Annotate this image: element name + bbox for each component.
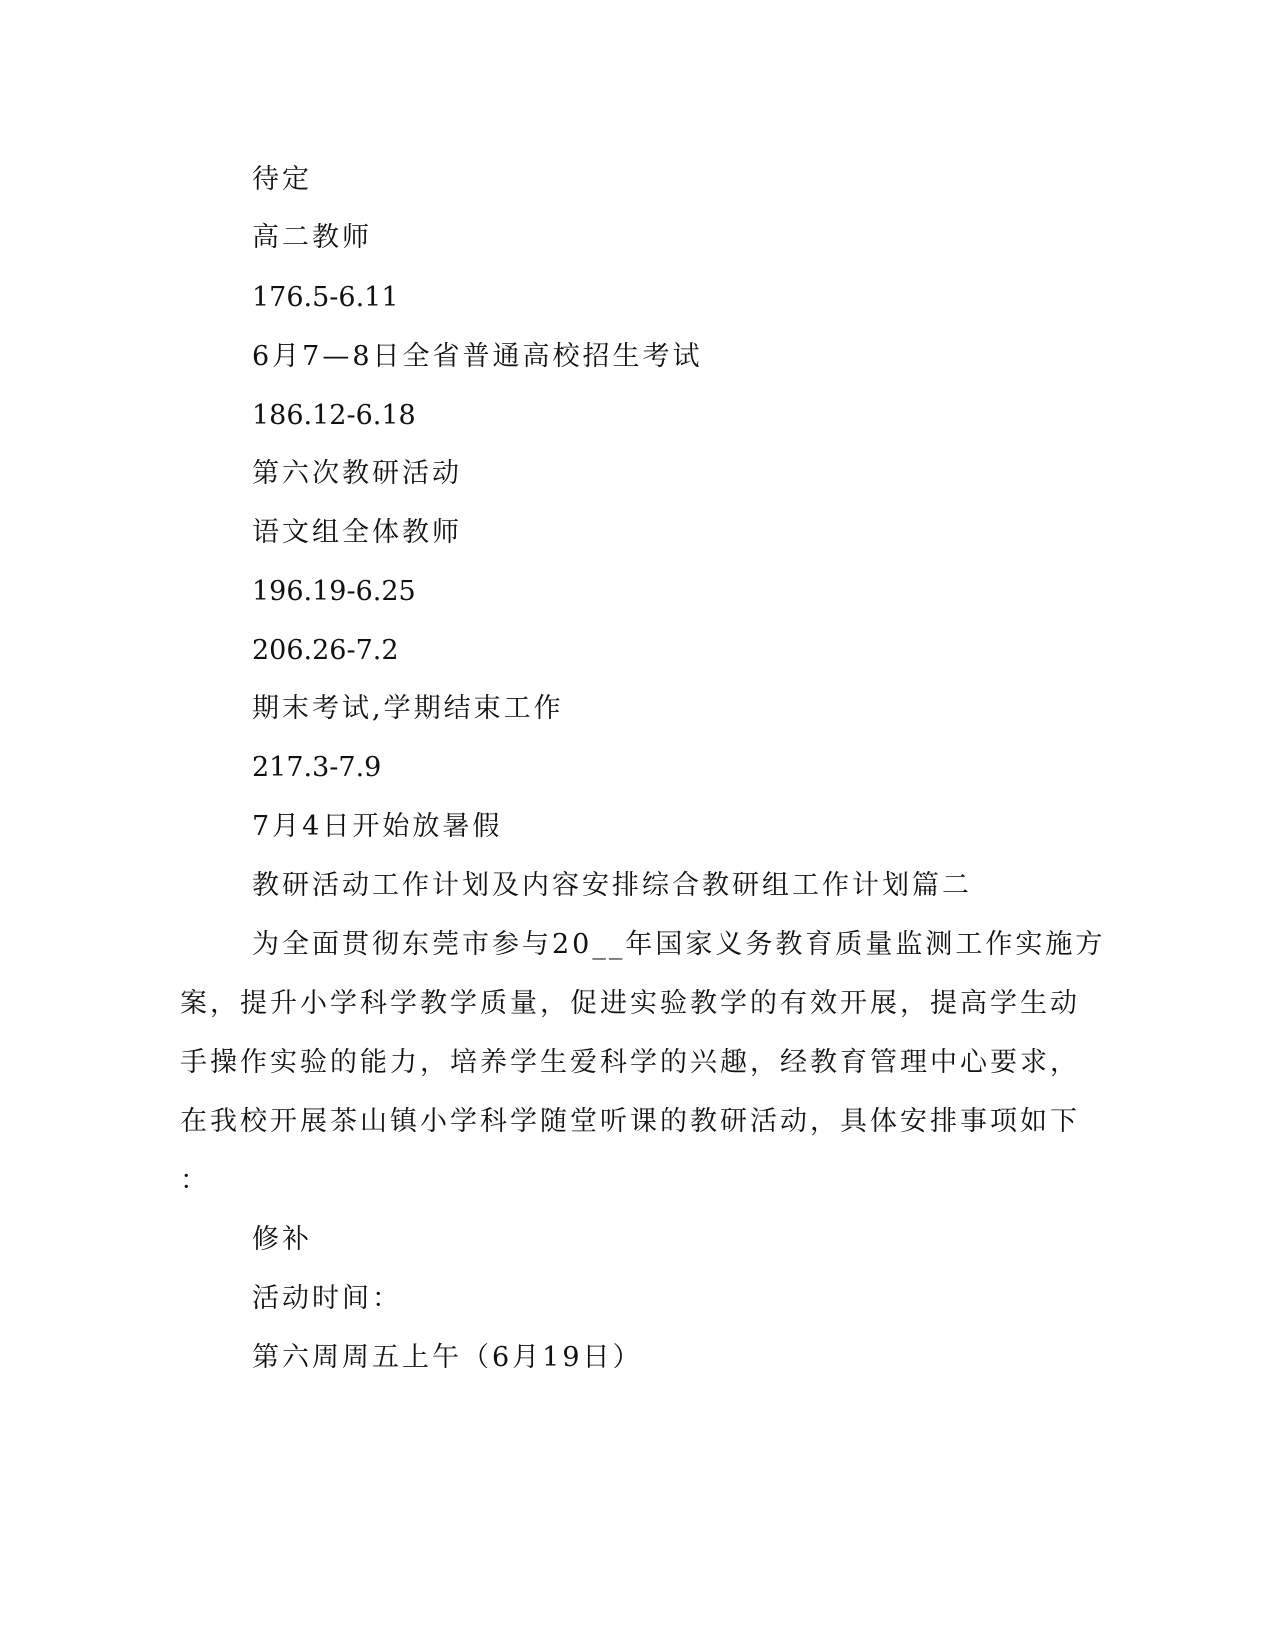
paragraph-line-4: 在我校开展茶山镇小学科学随堂听课的教研活动，具体安排事项如下	[180, 1106, 1080, 1137]
text-line-week20: 206.26-7.2	[252, 635, 399, 666]
text-line-week19: 196.19-6.25	[252, 576, 416, 607]
section-heading: 教研活动工作计划及内容安排综合教研组工作计划篇二	[252, 870, 972, 901]
paragraph-line-3: 手操作实验的能力，培养学生爱科学的兴趣，经教育管理中心要求，	[180, 1047, 1080, 1078]
text-line-week17: 176.5-6.11	[252, 282, 399, 313]
text-line-activity-time-value: 第六周周五上午（6月19日）	[252, 1342, 643, 1373]
paragraph-line-1: 为全面贯彻东莞市参与20__年国家义务教育质量监测工作实施方	[252, 929, 1106, 960]
text-line-repair: 修补	[252, 1224, 312, 1255]
text-line-chinese-group: 语文组全体教师	[252, 517, 462, 548]
text-line-pending: 待定	[252, 164, 312, 195]
text-line-final-exam: 期末考试,学期结束工作	[252, 693, 564, 724]
paragraph-line-5: ：	[180, 1165, 210, 1196]
paragraph-line-2: 案，提升小学科学教学质量，促进实验教学的有效开展，提高学生动	[180, 988, 1080, 1019]
text-line-week18: 186.12-6.18	[252, 400, 416, 431]
text-line-grade2-teachers: 高二教师	[252, 222, 372, 253]
text-line-gaokao: 6月7—8日全省普通高校招生考试	[252, 341, 703, 372]
text-line-week21: 217.3-7.9	[252, 752, 382, 783]
text-line-summer-break: 7月4日开始放暑假	[252, 811, 503, 842]
text-line-sixth-activity: 第六次教研活动	[252, 458, 462, 489]
text-line-activity-time-label: 活动时间：	[252, 1283, 402, 1314]
